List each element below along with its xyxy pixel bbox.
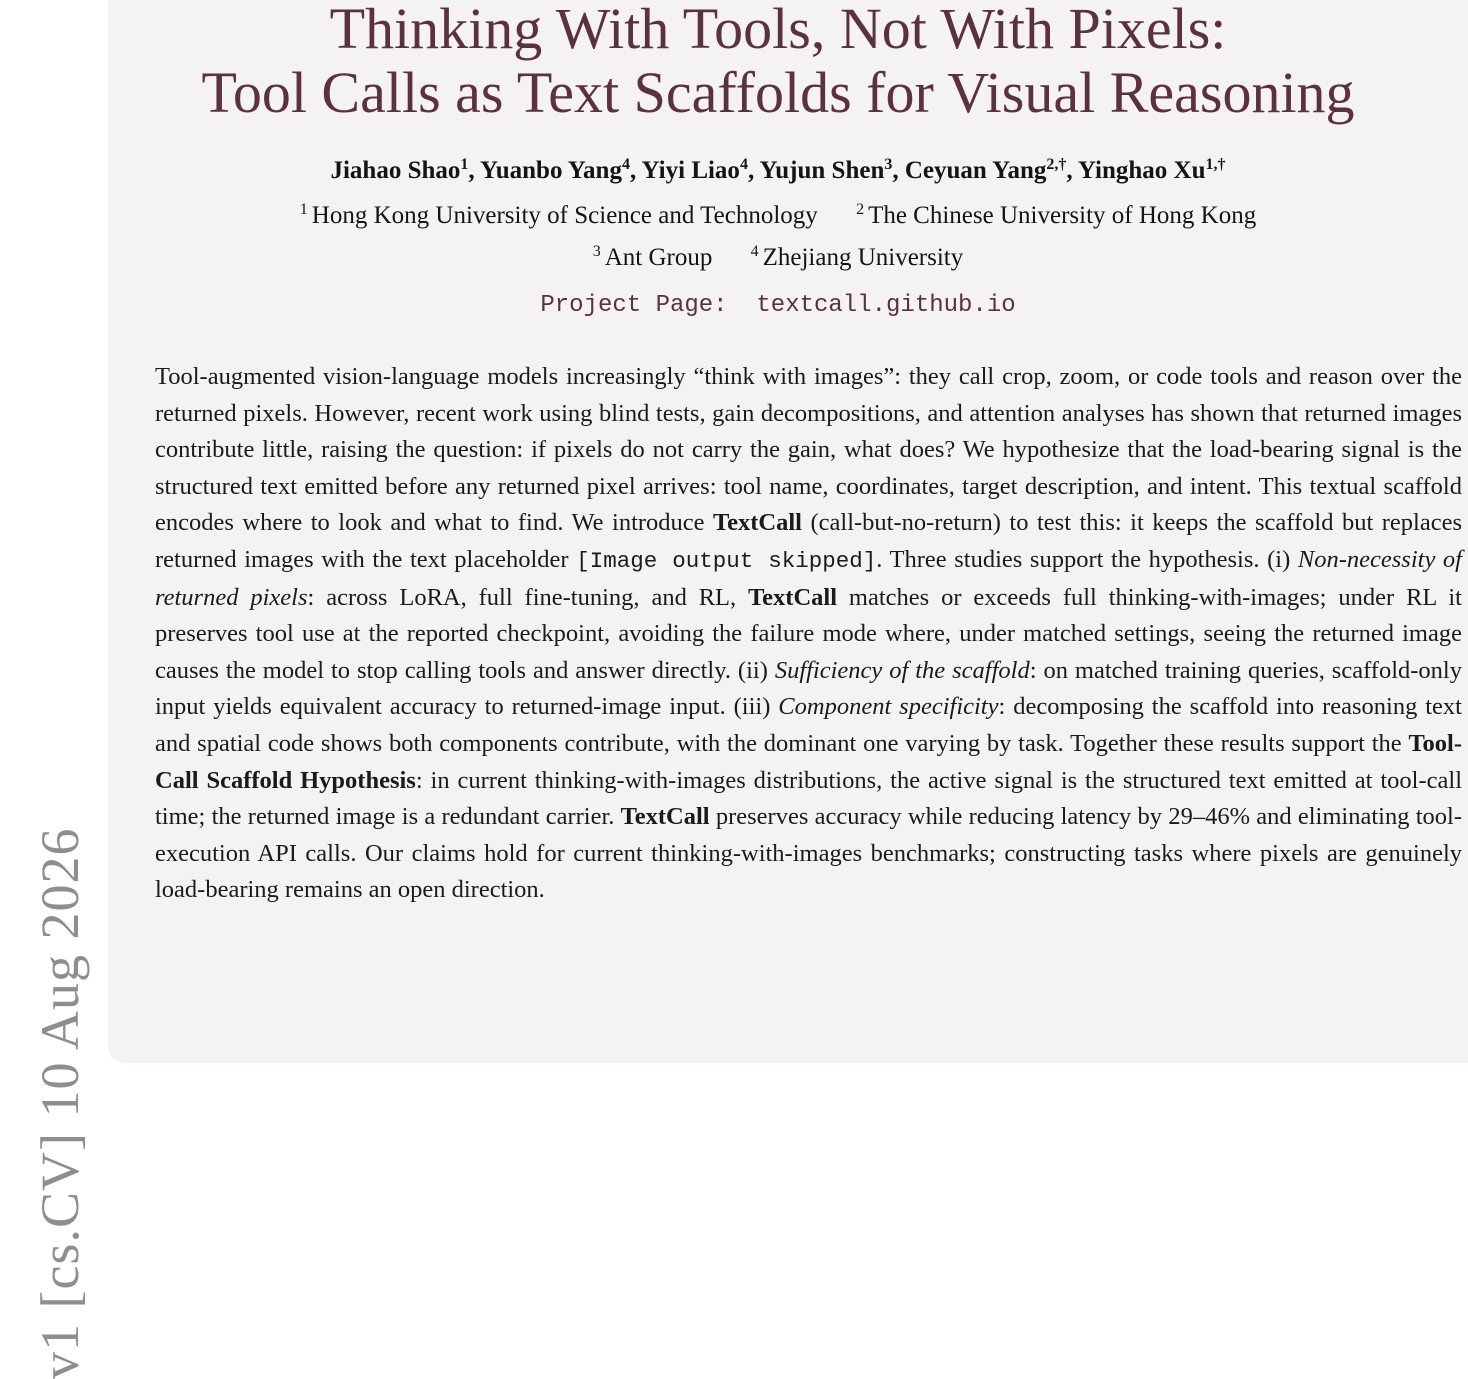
affiliation-number: 1 <box>299 201 308 218</box>
affiliation <box>593 237 713 279</box>
author-affiliation-mark: 4 <box>621 156 630 173</box>
project-page <box>108 290 1448 322</box>
abstract-text: matches or exceeds full thinking-with-images; under RL it preserves tool use at the reported checkpoint, avoiding the failure mode where, under matched settings, seeing the returned image causes the model to stop calling tools and answer directly. (ii) <box>155 583 1462 684</box>
author-name: Yuanbo Yang <box>479 157 622 184</box>
author <box>1078 157 1226 184</box>
author-name: Ceyuan Yang <box>904 157 1047 184</box>
affiliation-name: Ant Group <box>604 244 713 271</box>
affiliation-row <box>108 195 1448 237</box>
placeholder-code: [Image output skipped] <box>576 547 877 574</box>
abstract-text: Tool-augmented vision-language models increasingly “think with images”: they call crop, zoom, or code tools and reason over the returned pixels. However, recent work using blind tests, gain decompositions, and attention analyses has shown that returned images contribute little, raising the question: if pixels do not carry the gain, what does? We hypothesize that the load-bearing signal is the structured text emitted before any returned pixel arrives: tool name, coordinates, target description, and intent. This textual scaffold encodes where to look and what to find. We introduce <box>155 363 1462 537</box>
author <box>330 157 468 184</box>
affiliation-number: 3 <box>592 243 601 260</box>
abstract-text: : on matched training queries, scaffold-only input yields equivalent accuracy to returned-image input. (iii) <box>155 656 1462 721</box>
hypothesis-name: Tool-Call Scaffold Hypothesis <box>155 729 1462 794</box>
title-line-1: Thinking With Tools, Not With Pixels: <box>329 0 1227 61</box>
abstract <box>155 359 1462 909</box>
paper-title <box>108 0 1448 125</box>
affiliation-number: 2 <box>856 201 865 218</box>
author-name: Jiahao Shao <box>330 157 461 184</box>
affiliation-number: 4 <box>750 243 759 260</box>
abstract-text: . Three studies support the hypothesis. (i) <box>876 545 1298 573</box>
project-page-label: Project Page: <box>540 292 728 319</box>
method-name: TextCall <box>748 583 837 611</box>
abstract-text: (call-but-no-return) to test this: it keeps the scaffold but replaces returned images with the text placeholder <box>155 509 1462 573</box>
affiliation-list <box>108 195 1448 279</box>
abstract-text: : decomposing the scaffold into reasoning text and spatial code shows both components contribute, with the dominant one varying by task. Together these results support the <box>155 693 1462 757</box>
abstract-text: : across LoRA, full fine-tuning, and RL, <box>307 583 749 611</box>
affiliation <box>856 195 1256 237</box>
author-name: Yiyi Liao <box>641 157 740 184</box>
study-title: Component specificity <box>778 693 999 721</box>
author-name: Yinghao Xu <box>1077 157 1206 184</box>
author-affiliation-mark: 1,† <box>1205 156 1226 173</box>
author <box>760 157 893 184</box>
author-name: Yujun Shen <box>759 157 885 184</box>
method-name: TextCall <box>620 803 710 831</box>
abstract-text: preserves accuracy while reducing latency by 29–46% and eliminating tool-execution API calls. Our claims hold for current thinking-with-images benchmarks; constructing tasks where pixels are genuinely load-bearing remains an open direction. <box>155 803 1462 904</box>
abstract-text: : in current thinking-with-images distributions, the active signal is the structured text emitted at tool-call time; the returned image is a redundant carrier. <box>155 766 1462 831</box>
author <box>905 157 1066 184</box>
study-title: Sufficiency of the scaffold <box>774 656 1030 684</box>
title-line-2: Tool Calls as Text Scaffolds for Visual Reasoning <box>201 60 1355 125</box>
affiliation <box>300 195 818 237</box>
author-affiliation-mark: 1 <box>460 156 469 173</box>
study-title: Non-necessity of returned pixels <box>155 545 1462 611</box>
author-list: Jiahao Shao$^1$, Yuanbo Yang$^4$, Yiyi Liao$^4$, Yujun Shen$^3$, Ceyuan Yang$^{2,\dagger}$, Yinghao $Xu^{1,\dagger}$ <box>330 156 1226 184</box>
author-affiliation-mark: 2,† <box>1046 156 1067 173</box>
affiliation-name: The Chinese University of Hong Kong <box>868 202 1257 229</box>
author-affiliation-mark: 4 <box>739 156 748 173</box>
author-affiliation-mark: 3 <box>884 156 893 173</box>
author <box>480 157 630 184</box>
affiliation-row <box>108 237 1448 279</box>
method-name: TextCall <box>713 509 802 537</box>
project-page-link[interactable]: textcall.github.io <box>756 292 1016 319</box>
affiliation <box>751 237 964 279</box>
affiliation-name: Hong Kong University of Science and Technology <box>311 202 818 229</box>
affiliation-name: Zhejiang University <box>762 244 964 271</box>
arxiv-identifier: v1 [cs.CV] 10 Aug 2026 <box>30 827 90 1379</box>
author <box>642 157 748 184</box>
